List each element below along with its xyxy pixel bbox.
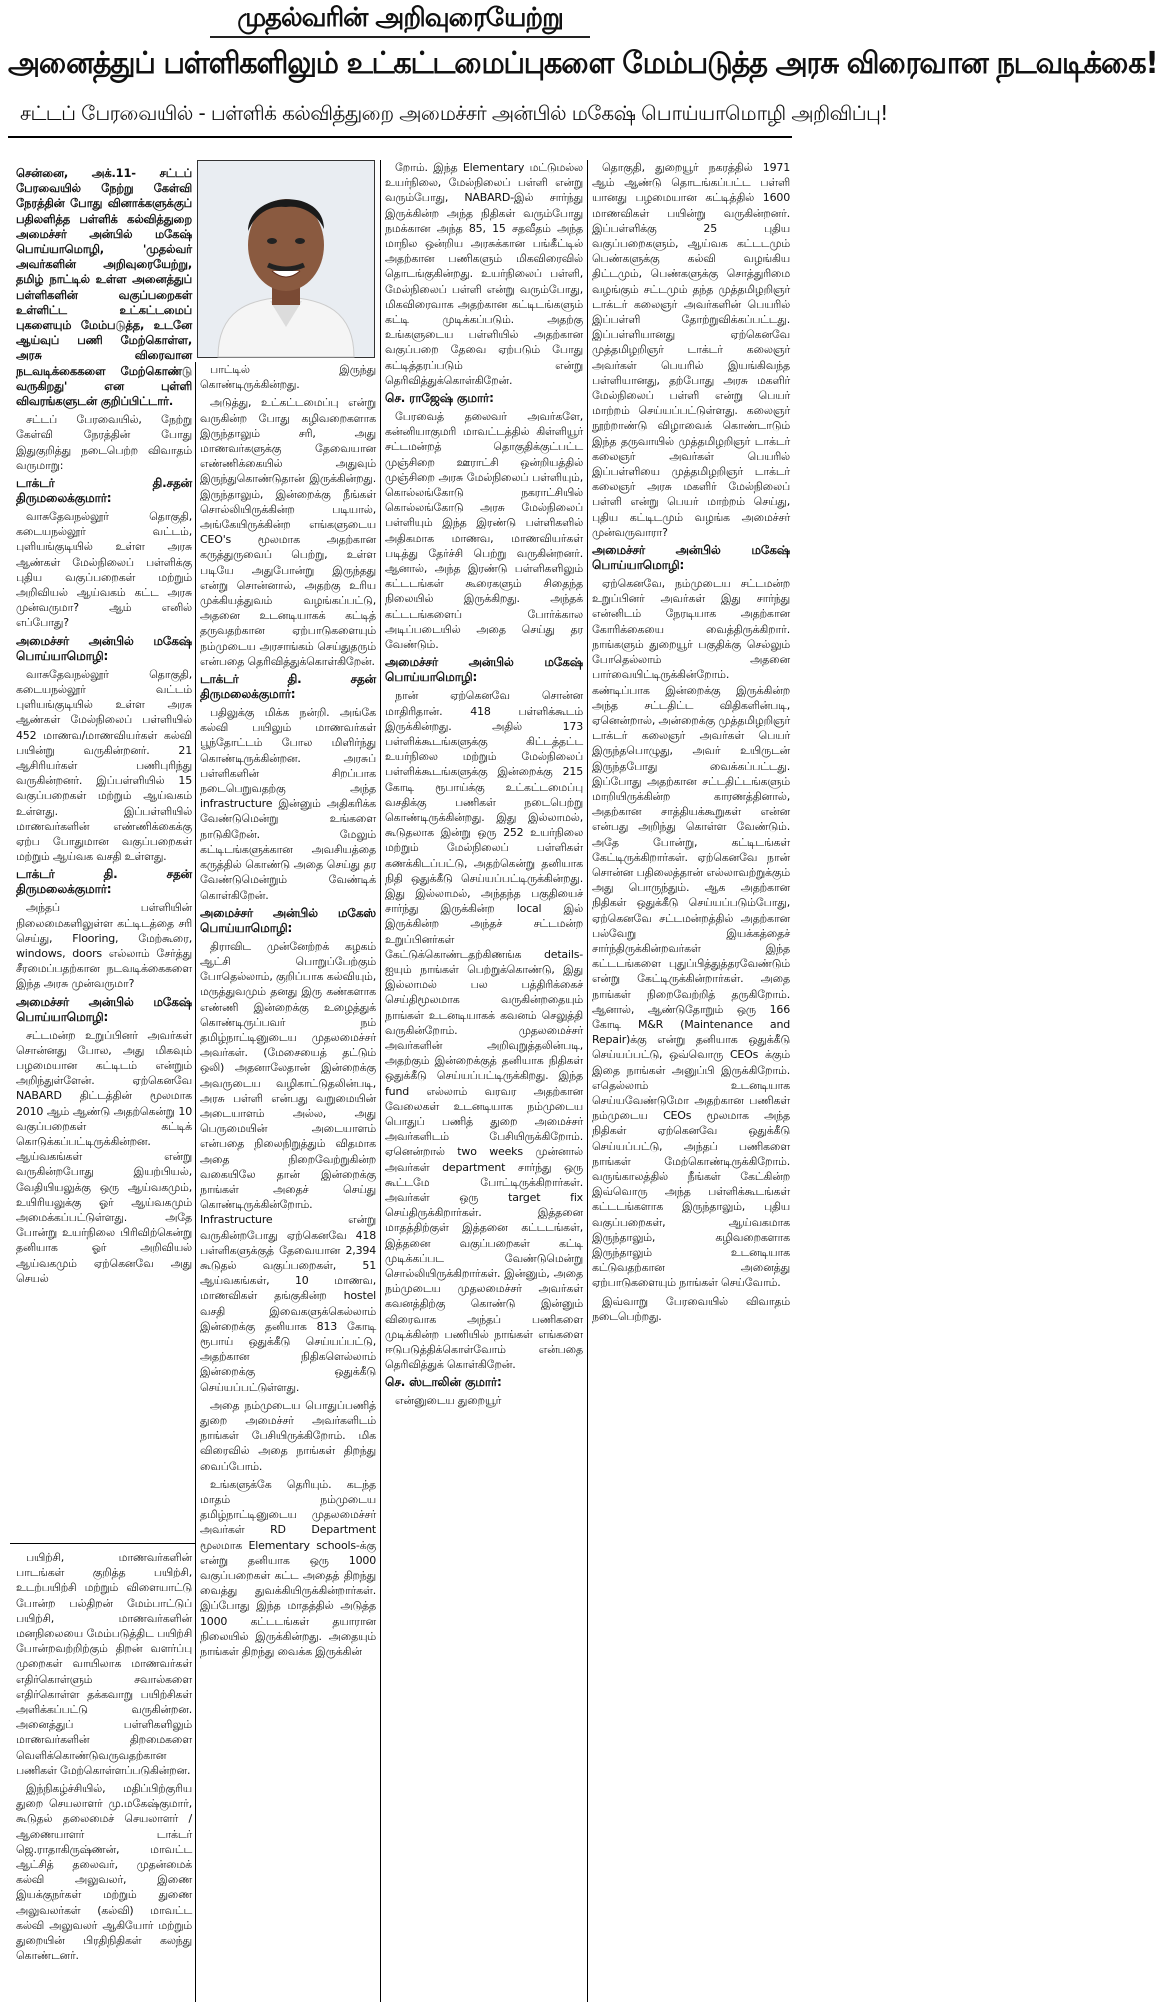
article-paragraph: வாசுதேவநல்லூர் தொகுதி, கடையநல்லூர் வட்டம், புளியங்குடியில் உள்ள அரசு ஆண்கள் மேல்நிலைப் பள்ளிக்கு புதிய வகுப்பறைகள் மற்றும் அறிவியல் ஆய்வகம் கட்ட அரசு முன்வருமா? ஆம் எனில் எப்போது? [16, 510, 192, 630]
article-paragraph: பேரவைத் தலைவர் அவர்களே, கன்னியாகுமரி மாவட்டத்தில் கிள்ளியூர் சட்டமன்றத் தொகுதிக்குட்பட்ட முஞ்சிறை ஊராட்சி ஒன்றியத்தில் முஞ்சிறை அரசு மேல்நிலைப் பள்ளியும், கொல்லங்கோடு நகராட்சியில் கொல்லங்கோடு அரசு மேல்நிலைப் பள்ளியும் இந்த இரண்டு பள்ளிகளில் அதிகமாக மாணவ, மாணவியர்கள் படித்து தேர்ச்சி பெற்று வருகின்றனர். ஆனால், அந்த இரண்டு பள்ளிகளிலும் கட்டடங்கள் கூரைகளும் சிதைந்த நிலையில் இருக்கிறது. அந்தக் கட்டடங்களைப் போர்க்கால அடிப்படையில் அதை செய்து தர வேண்டும். [385, 410, 583, 652]
article-paragraph: றோம். இந்த Elementary மட்டுமல்ல உயர்நிலை, மேல்நிலைப் பள்ளி என்று வரும்போது, NABARD-இல் சார்ந்து இருக்கின்ற அந்த நிதிகள் வரும்போது நமக்கான அந்த 85, 15 சதவீதம் அந்த மாநில ஒன்றிய அரசுக்கான பங்கீட்டில் அதற்கான பணிகளும் மிகவிரைவில் தொடங்குகின்றது. உயர்நிலைப் பள்ளி, மேல்நிலைப் பள்ளி என்று வரும்போது, மிகவிரைவாக அதற்கான கட்டிடங்களும் கட்டி முடிக்கப்படும். அதற்கு உங்களுடைய பள்ளியில் அதற்கான வகுப்பறை தேவை ஏற்படும் போது கட்டித்தரப்படும் என்று தெரிவித்துக்கொள்கிறேன். [385, 161, 583, 387]
column-divider-1 [195, 362, 196, 2002]
speaker-name: டாக்டர் தி. சதன் திருமலைக்குமார்: [16, 867, 192, 897]
article-paragraph: சென்னை, அக்.11- சட்டப் பேரவையில் நேற்று கேள்வி நேரத்தின் போது வினாக்களுக்குப் பதிலளித்த பள்ளிக் கல்வித்துறை அமைச்சர் அன்பில் மகேஷ் பொய்யாமொழி, 'முதல்வர் அவர்களின் அறிவுரையேற்று, தமிழ் நாட்டில் உள்ள அனைத்துப் பள்ளிகளின் வகுப்பறைகள் உள்ளிட்ட உட்கட்டமைப் புகளையும் மேம்படுத்த, உடனே ஆய்வுப் பணி மேற்கொள்ள, அரசு விரைவான நடவடிக்கைகளை மேற்கொண்டு வருகிறது' என புள்ளி விவரங்களுடன் குறிப்பிட்டார். [16, 166, 192, 409]
article-paragraph: என்னுடைய துறையூர் [395, 1394, 502, 1408]
article-column-1-bottom [16, 1550, 192, 1990]
article-paragraph: பயிற்சி, மாணவர்களின் பாடங்கள் குறித்த பயிற்சி, உடற்பயிற்சி மற்றும் விளையாட்டு போன்ற பல்திறன் மேம்பாட்டுப் பயிற்சி, மாணவர்களின் மனநிலையை மேம்படுத்திட பயிற்சி போன்றவற்றிற்கும் திறன் வளர்ப்பு முறைகள் வாயிலாக மாணவர்கள் எதிர்கொள்ளும் சவால்களை எதிர்கொள்ள தக்கவாறு பயிற்சிகள் அளிக்கப்பட்டு வருகின்றன. அனைத்துப் பள்ளிகளிலும் மாணவர்களின் திறமைகளை வெளிக்கொண்டுவருவதற்கான பணிகள் மேற்கொள்ளப்படுகின்றன. [16, 1551, 192, 1777]
column-divider-2 [380, 160, 381, 2002]
article-paragraph: ஏற்கெனவே, நம்முடைய சட்டமன்ற உறுப்பினர் அவர்கள் இது சார்ந்து என்னிடம் நேரடியாக அதற்கான கோரிக்கையை வைத்திருக்கிறார். நாங்களும் துறையூர் பகுதிக்கு செல்லும் போதெல்லாம் அதனை பார்வையிட்டிருக்கின்றோம். கண்டிப்பாக இன்றைக்கு இருக்கின்ற அந்த சட்டதிட்ட விதிகளின்படி, ஏனென்றால், அன்றைக்கு முத்தமிழறிஞர் டாக்டர் கலைஞர் அவர்கள் பெயர் இருந்தபொழுது, அவர் உயிருடன் இருந்தபோது வைக்கப்பட்டது. இப்போது அதற்கான சட்டதிட்டங்களும் மாறியிருக்கின்ற காரணத்தினால், அதற்கான சாத்தியக்கூறுகள் என்ன என்பது அறிந்து கொள்ள வேண்டும். அதே போன்று, கட்டிடங்கள் கேட்டிருக்கிறார்கள். ஏற்கெனவே நான் சொன்ன பதிலைத்தான் எல்லாவற்றுக்கும் அது பொருந்தும். ஆக அதற்கான நிதிகள் ஒதுக்கீடு செய்யப்படும்போது, ஏற்கெனவே சட்டமன்றத்தில் அதற்கான பல்வேறு இயக்கத்தைச் சார்ந்திருக்கின்றவர்கள் இந்த கட்டடங்களை புதுப்பித்துத்தரவேண்டும் என்று கேட்டிருக்கின்றார்கள். அதை நாங்கள் நிறைவேற்றித் தருகிறோம். ஆனால், ஆண்டுதோறும் ஒரு 166 கோடி M&R (Maintenance and Repair)க்கு என்று தனியாக ஒதுக்கீடு செய்யப்பட்டு, ஒவ்வொரு CEOs க்கும் இதை நாங்கள் அனுப்பி இருக்கிறோம். எதெல்லாம் உடனடியாக செய்யவேண்டுமோ அதற்கான பணிகள் நம்முடைய CEOs மூலமாக அந்த நிதிகள் ஏற்கெனவே ஒதுக்கீடு செய்யப்பட்டு, அந்தப் பணிகளை நாங்கள் மேற்கொண்டிருக்கிறோம். வருங்காலத்தில் நீங்கள் கேட்கின்ற இவ்வொரு அந்த பள்ளிக்கூடங்கள் கட்டடங்களாக இருந்தாலும், புதிய வகுப்பறைகள், ஆய்வகமாக இருந்தாலும், கழிவறைகளாக இருந்தாலும் உடனடியாக கட்டுவதற்கான அனைத்து ஏற்பாடுகளையும் நாங்கள் செய்வோம். [592, 577, 790, 1290]
speaker-name: டாக்டர் தி.சதன் திருமலைக்குமார்: [16, 476, 192, 506]
header-divider [8, 136, 792, 138]
article-column-2 [200, 362, 376, 2002]
article-paragraph: சட்டமன்ற உறுப்பினர் அவர்கள் சொன்னது போல, அது மிகவும் பழமையான கட்டிடம் என்றும் அறிந்துள்ளேன். ஏற்கெனவே NABARD திட்டத்தின் மூலமாக 2010 ஆம் ஆண்டு அதற்கென்று 10 வகுப்பறைகள் கட்டிக் கொடுக்கப்பட்டிருக்கின்றன. ஆய்வகங்கள் என்று வருகின்றபோது இயற்பியல், வேதியியலுக்கு ஒரு ஆய்வகமும், உயிரியலுக்கு ஓர் ஆய்வகமும் அமைக்கப்பட்டுள்ளது. அதே போன்று உயர்நிலை பிரிவிற்கென்று தனியாக ஓர் அறிவியல் ஆய்வகமும் ஏற்கெனவே அது செயல் [16, 1028, 192, 1285]
kicker-title: முதல்வரின் அறிவுரையேற்று [210, 2, 590, 38]
article-paragraph: வாசுதேவநல்லூர் தொகுதி, கடையநல்லூர் வட்டம் புளியங்குடியில் உள்ள அரசு ஆண்கள் மேல்நிலைப் பள்ளியில் 452 மாணவ/மாணவியர்கள் கல்வி பயின்று வருகின்றனர். 21 ஆசிரியர்கள் பணிபுரிந்து வருகின்றனர். இப்பள்ளியில் 15 வகுப்பறைகள் மற்றும் ஆய்வகம் உள்ளது. இப்பள்ளியில் மாணவர்களின் எண்ணிக்கைக்கு ஏற்ப போதுமான வகுப்பறைகள் மற்றும் ஆய்வக வசதி உள்ளது. [16, 667, 192, 864]
subheadline: சட்டப் பேரவையில் - பள்ளிக் கல்வித்துறை அமைச்சர் அன்பில் மகேஷ் பொய்யாமொழி அறிவிப்பு! [20, 101, 888, 125]
article-column-4 [592, 160, 790, 2002]
article-paragraph: அதை நம்முடைய பொதுப்பணித் துறை அமைச்சர் அவர்களிடம் நாங்கள் பேசியிருக்கிறோம். மிக விரைவில் அதை நாங்கள் திறந்து வைப்போம். [200, 1398, 376, 1473]
article-paragraph: சட்டப் பேரவையில், நேற்று கேள்வி நேரத்தின் போது இதுகுறித்து நடைபெற்ற விவாதம் வருமாறு: [16, 413, 192, 472]
headline: அனைத்துப் பள்ளிகளிலும் உட்கட்டமைப்புகளை மேம்படுத்த அரசு விரைவான நடவடிக்கை! [8, 46, 1158, 81]
article-paragraph: திராவிட முன்னேற்றக் கழகம் ஆட்சி பொறுப்பேற்கும் போதெல்லாம், குறிப்பாக கல்வியும், மருத்துவமும் தனது இரு கண்களாக எண்ணி இன்றைக்கு உழைத்துக் கொண்டிருப்பவர் நம் தமிழ்நாட்டினுடைய முதலமைச்சர் அவர்கள். (மேசையைத் தட்டும் ஒலி) அதனாலேதான் இன்றைக்கு அவருடைய வழிகாட்டுதலின்படி, அரசு பள்ளி என்பது வறுமையின் அடையாளம் அல்ல, அது பெருமையின் அடையாளம் என்பதை நிலைநிறுத்தும் விதமாக அதை நிறைவேற்றுகின்ற வகையிலே தான் இன்றைக்கு நாங்கள் அதைச் செய்து கொண்டிருக்கின்றோம். Infrastructure என்று வருகின்றபோது ஏற்கெனவே 418 பள்ளிகளுக்குத் தேவையான 2,394 கூடுதல் வகுப்பறைகள், 51 ஆய்வகங்கள், 10 மாணவ, மாணவிகள் தங்குகின்ற hostel வசதி இவைகளுக்கெல்லாம் இன்றைக்கு தனியாக 813 கோடி ரூபாய் ஒதுக்கீடு செய்யப்பட்டு, அதற்கான நிதிகளெல்லாம் இன்றைக்கு ஒதுக்கீடு செய்யப்பட்டுள்ளது. [200, 939, 376, 1394]
article-paragraph: பதிலுக்கு மிக்க நன்றி. அங்கே கல்வி பயிலும் மாணவர்கள் பூந்தோட்டம் போல மிளிர்ந்து கொண்டிருக்கின்றன. அரசுப் பள்ளிகளின் சிறப்பாக நடைபெறுவதற்கு அந்த infrastructure இன்னும் அதிகரிக்க வேண்டுமென்று உங்களை நாடுகிறேன். மேலும் கட்டிடங்களுக்கான அவசியத்தை கருத்தில் கொண்டு அதை செய்து தர வேண்டுமென்றும் வேண்டிக் கொள்கிறேன். [200, 706, 376, 902]
article-paragraph: இந்நிகழ்ச்சியில், மதிப்பிற்குரிய துறை செயலாளர் மு.மகேஷ்குமார், கூடுதல் தலைமைச் செயலாளர் / ஆணையாளர் டாக்டர் ஜெ.ராதாகிருஷ்ணன், மாவட்ட ஆட்சித் தலைவர், முதன்மைக் கல்வி அலுவலர், இணை இயக்குநர்கள் மற்றும் துணை அலுவலர்கள் (கல்வி) மாவட்ட கல்வி அலுவலர் ஆகியோர் மற்றும் துறையின் பிரதிநிதிகள் கலந்து கொண்டனர். [16, 1782, 192, 1963]
speaker-name: செ. ராஜேஷ் குமார்: [385, 391, 494, 406]
article-column-3 [385, 160, 583, 2002]
speaker-name: அமைச்சர் அன்பில் மகேஷ் பொய்யாமொழி: [16, 633, 192, 663]
article-column-1 [16, 166, 192, 1306]
article-paragraph: அந்தப் பள்ளியின் நிலைமைகளிலுள்ள கட்டிடத்தை சரி செய்து, Flooring, மேற்கூரை, windows, doors எல்லாம் சேர்த்து சீரமைப்பதற்கான நடவடிக்கைகளை இந்த அரசு முன்வருமா? [16, 901, 192, 991]
article-paragraph: பாட்டில் இருந்து கொண்டிருக்கின்றது. [200, 363, 376, 392]
speaker-name: அமைச்சர் அன்பில் மகேஷ் பொய்யாமொழி: [592, 543, 790, 573]
article-paragraph: நான் ஏற்கெனவே சொன்ன மாதிரிதான். 418 பள்ளிக்கூடம் இருக்கின்றது. அதில் 173 பள்ளிக்கூடங்களுக்கு கிட்டத்தட்ட உயர்நிலை மற்றும் மேல்நிலைப் பள்ளிக்கூடங்களுக்கு இன்றைக்கு 215 கோடி ரூபாய்க்கு உட்கட்டமைப்பு வசதிக்கு பணிகள் நடைபெற்று கொண்டிருக்கின்றது. இது இல்லாமல், கூடுதலாக இன்று ஒரு 252 உயர்நிலை மற்றும் மேல்நிலைப் பள்ளிகள் கணக்கிடப்பட்டு, அதற்கென்று தனியாக நிதி ஒதுக்கீடு செய்யப்பட்டிருக்கின்றது. இது இல்லாமல், அந்தந்த பகுதியைச் சார்ந்து இருக்கின்ற local இல் இருக்கின்ற அந்தச் சட்டமன்ற உறுப்பினர்கள் கேட்டுக்கொண்டதற்கிணங்க details-ஐயும் நாங்கள் பெற்றுக்கொண்டு, இது இல்லாமல் பல பத்திரிக்கைச் செய்திமூலமாக வருகின்றதையும் நாங்கள் உடனடியாகக் கவனம் செலுத்தி வருகின்றோம். முதலமைச்சர் அவர்களின் அறிவுறுத்தலின்படி, அதற்கும் இன்றைக்குத் தனியாக நிதிகள் ஒதுக்கீடு செய்யப்பட்டிருக்கிறது. இந்த fund எல்லாம் வரவர அதற்கான வேலைகள் உடனடியாக நம்முடைய பொதுப் பணித் துறை அமைச்சர் அவர்களிடம் பேசியிருக்கிறோம். ஏனென்றால் two weeks முன்னால் அவர்கள் department சார்ந்து ஒரு கூட்டமே போட்டிருக்கிறார்கள். அவர்கள் ஒரு target fix செய்திருக்கிறார்கள். இத்தனை மாதத்திற்குள் இத்தனை கட்டடங்கள், இத்தனை வகுப்பறைகள் கட்டி முடிக்கப்பட வேண்டுமென்று சொல்லியிருக்கிறார்கள். இன்னும், அதை நம்முடைய முதலமைச்சர் அவர்கள் கவனத்திற்கு கொண்டு இன்னும் விரைவாக அந்தப் பணிகளை முடிக்கின்ற பணியில் நாங்கள் எங்களை ஈடுபடுத்திக்கொள்வோம் என்பதை தெரிவித்துக் கொள்கிறேன். [385, 689, 583, 1372]
article-paragraph: உங்களுக்கே தெரியும். கடந்த மாதம் நம்முடைய தமிழ்நாட்டினுடைய முதலமைச்சர் அவர்கள் RD Department மூலமாக Elementary schools-க்கு என்று தனியாக ஒரு 1000 வகுப்பறைகள் கட்ட அதைத் திறந்து வைத்து துவக்கியிருக்கின்றார்கள். இப்போது இந்த மாதத்தில் அடுத்த 1000 கட்டடங்கள் தயாரான நிலையில் இருக்கின்றது. அதையும் நாங்கள் திறந்து வைக்க இருக்கின் [200, 1477, 376, 1659]
minister-photo [197, 160, 375, 358]
speaker-name: அமைச்சர் அன்பில் மகேஷ் பொய்யாமொழி: [385, 655, 583, 685]
article-paragraph: இவ்வாறு பேரவையில் விவாதம் நடைபெற்றது. [592, 1294, 790, 1323]
speaker-name: செ. ஸ்டாலின் குமார்: [385, 1375, 502, 1390]
speaker-name: அமைச்சர் அன்பில் மகேஷ் பொய்யாமொழி: [16, 994, 192, 1024]
column-divider-3 [587, 160, 588, 2002]
article-paragraph: தொகுதி, துறையூர் நகரத்தில் 1971 ஆம் ஆண்டு தொடங்கப்பட்ட பள்ளி யானது பழமையான கட்டித்தில் 1600 மாணவிகள் பயின்று வருகின்றனர். இப்பள்ளிக்கு 25 புதிய வகுப்பறைகளும், ஆய்வக கட்டடமும் பெண்களுக்கு கல்வி வழங்கிய திட்டமும், பெண்களுக்கு சொத்துரிமை வழங்கும் சட்டமும் தந்த முத்தமிழறிஞர் டாக்டர் கலைஞர் அவர்களின் பெயரில் இப்பள்ளி தோற்றுவிக்கப்பட்டது. இப்பள்ளியானது ஏற்கெனவே முத்தமிழறிஞர் டாக்டர் கலைஞர் அவர்கள் பெயரில் இயங்கிவந்த பள்ளியானது, தற்போது அரசு மகளிர் மேல்நிலைப் பள்ளி என்று பெயர் மாற்றம் செய்யப்பட்டுள்ளது. கலைஞர் நூற்றாண்டு விழாவைக் கொண்டாடும் இந்த தருவாயில் முத்தமிழறிஞர் டாக்டர் கலைஞர் அவர்கள் பெயரில் இப்பள்ளியை முத்தமிழறிஞர் டாக்டர் கலைஞர் அரசு மகளிர் மேல்நிலைப் பள்ளி என்று பெயர் மாற்றம் செய்து, புதிய கட்டிடமும் வழங்க அமைச்சர் முன்வருவாரா? [592, 161, 790, 539]
portrait-image [198, 161, 374, 357]
speaker-name: டாக்டர் தி. சதன் திருமலைக்குமார்: [200, 672, 376, 702]
speaker-name: அமைச்சர் அன்பில் மகேஸ் பொய்யாமொழி: [200, 905, 376, 935]
box-top-rule [10, 1543, 195, 1544]
article-paragraph: அடுத்து, உட்கட்டமைப்பு என்று வருகின்ற போது கழிவறைகளாக இருந்தாலும் சரி, அது மாணவர்களுக்கு தேவையான எண்ணிக்கையில் அதுவும் இருந்துகொண்டுதான் இருக்கின்றது. இருந்தாலும், இன்றைக்கு நீங்கள் சொல்லியிருக்கின்ற படியால், அங்கேயிருக்கின்ற எங்களுடைய CEO's மூலமாக அதற்கான கருத்துருவைப் பெற்று, உள்ள படியே அதுபோன்று இருந்தது என்று சொன்னால், அதற்கு உரிய முக்கியத்துவம் வழங்கப்பட்டு, அதனை உடனடியாகக் கட்டித் தருவதற்கான ஏற்பாடுகளையும் நம்முடைய அரசாங்கம் செய்துதரும் என்பதை தெரிவித்துக்கொள்கிறேன். [200, 396, 376, 668]
